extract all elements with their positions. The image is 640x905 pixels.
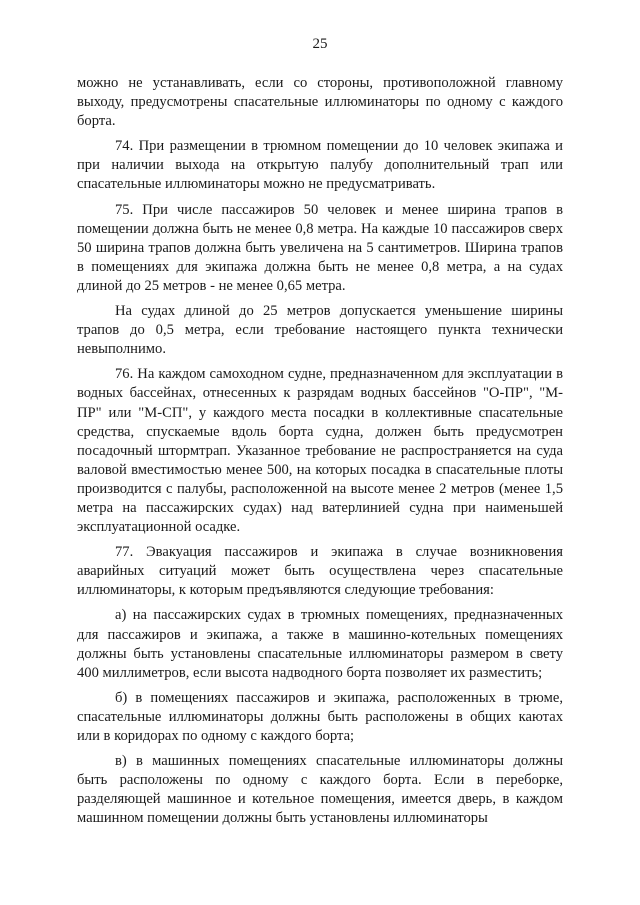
paragraph-item-74: 74. При размещении в трюмном помещении до 10 человек экипажа и при наличии выхода на открытую палубу дополнительный трап или спасательные иллюминаторы можно не предусматривать. [77, 138, 563, 193]
paragraph-item-75-note: На судах длиной до 25 метров допускается уменьшение ширины трапов до 0,5 метра, если требование настоящего пункта технически невыполнимо. [77, 303, 563, 358]
paragraph-item-77-a: а) на пассажирских судах в трюмных помещениях, предназначенных для пассажиров и экипажа, а также в машинно-котельных помещениях должны быть установлены спасательные иллюминаторы размером в свету 400 миллиметров, если высота надводного борта позволяет их разместить; [77, 607, 563, 681]
paragraph-continuation: можно не устанавливать, если со стороны, противоположной главному выходу, предусмотрены спасательные иллюминаторы по одному с каждого борта. [77, 75, 563, 130]
paragraph-item-76: 76. На каждом самоходном судне, предназначенном для эксплуатации в водных бассейнах, отнесенных к разрядам водных бассейнов "О-ПР", "М-ПР" или "М-СП", у каждого места посадки в коллективные спасательные средства, спускаемые вдоль борта судна, должен быть предусмотрен посадочный штормтрап. Указанное требование не распространяется на суда валовой вместимостью менее 500, на которых посадка в спасательные плоты производится с палубы, расположенной на высоте менее 2 метров (менее 1,5 метра на пассажирских судах) над ватерлинией судна при наименьшей эксплуатационной осадке. [77, 366, 563, 536]
paragraph-item-77: 77. Эвакуация пассажиров и экипажа в случае возникновения аварийных ситуаций может быть осуществлена через спасательные иллюминаторы, к которым предъявляются следующие требования: [77, 544, 563, 599]
body-text [77, 74, 563, 834]
paragraph-item-77-v: в) в машинных помещениях спасательные иллюминаторы должны быть расположены по одному с каждого борта. Если в переборке, разделяющей машинное и котельное помещения, имеется дверь, в каждом машинном помещении должны быть установлены иллюминаторы [77, 753, 563, 827]
page-number: 25 [312, 36, 328, 52]
paragraph-item-75: 75. При числе пассажиров 50 человек и менее ширина трапов в помещении должна быть не менее 0,8 метра. На каждые 10 пассажиров сверх 50 ширина трапов должна быть увеличена на 5 сантиметров. Ширина трапов в помещениях для экипажа должна быть не менее 0,8 метра, а на судах длиной до 25 метров - не менее 0,65 метра. [77, 201, 563, 294]
paragraph-item-77-b: б) в помещениях пассажиров и экипажа, расположенных в трюме, спасательные иллюминаторы должны быть расположены в общих каютах или в коридорах по одному с каждого борта; [77, 689, 563, 744]
